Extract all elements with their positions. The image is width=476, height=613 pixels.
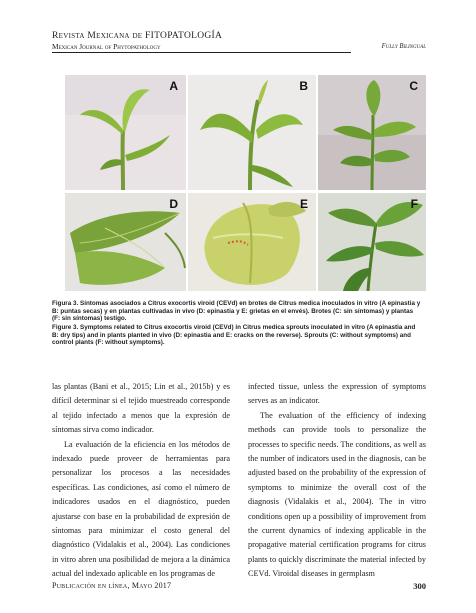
journal-title-es: Revista Mexicana de FITOPATOLOGÍA: [52, 31, 223, 41]
figure-panel-a: [65, 75, 186, 190]
page-number: 300: [413, 581, 426, 591]
panel-a-photo: [65, 75, 186, 190]
paragraph: las plantas (Bani et al., 2015; Lin et al., 2015b) y es difícil determinar si el tejido muestreado corresponde al tejido infectado a menos que la expresión de síntomas sirva como indicador.: [52, 382, 230, 435]
figure-panel-f: [318, 193, 426, 291]
panel-letter: E: [299, 197, 308, 211]
figure-panel-d: [65, 193, 186, 291]
header-rule: [52, 52, 351, 53]
panel-letter: A: [169, 79, 178, 93]
figure-caption-es: Figura 3. Síntomas asociados a Citrus exocortis viroid (CEVd) en brotes de Citrus medica inoculados in vitro (A epinastia y B: puntas secas) y en plantas cultivadas in vivo (D: epinastia y E: grietas en el envés). Brotes (C: sin síntomas) y plantas (F: sin síntomas) testigo.: [52, 300, 421, 322]
figure-panel-c: [318, 75, 426, 190]
journal-title-en: Mexican Journal of Phytopathology: [52, 42, 161, 51]
footer-publication-date: Publicación en línea, Mayo 2017: [52, 581, 172, 590]
panel-letter: F: [410, 197, 418, 211]
panel-b-photo: [188, 75, 316, 190]
paragraph: infected tissue, unless the expression of symptoms serves as an indicator.: [248, 382, 426, 406]
body-column-left: [52, 380, 230, 582]
paragraph: The evaluation of the efficiency of indexing methods can provide tools to personalize the processes to specific needs. The conditions, as well as the number of indicators used in the diagnosis, can be adjusted based on the probability of the expression of symptoms to minimize the overall cost of the diagnosis (Vidalakis et al., 2004). The in vitro conditions open up a possibility of improvement from the current dynamics of indexing applicable in the propagative material certification programs for citrus plants to quickly discriminate the material infected by CEVd. Viroidal diseases in germplasm: [248, 410, 426, 579]
paragraph: La evaluación de la eficiencia en los métodos de indexado puede proveer de herramientas para personalizar los procesos a las necesidades específicas. Las condiciones, así como el número de indicadores usados en el diagnóstico, pueden ajustarse con base en la probabilidad de expresión de síntomas para minimizar el costo general del diagnóstico (Vidalakis et al., 2004). Las condiciones in vitro abren una posibilidad de mejora a la dinámica actual del indexado aplicable en los programas de: [52, 439, 230, 579]
panel-e-photo: [188, 193, 316, 291]
body-column-right: [248, 380, 426, 582]
figure-panel-e: [188, 193, 316, 291]
panel-d-photo: [65, 193, 186, 291]
figure-panel-b: [188, 75, 316, 190]
bilingual-badge: Fully Bilingual: [381, 43, 426, 50]
panel-letter: C: [409, 79, 418, 93]
panel-letter: B: [299, 79, 308, 93]
figure-caption-en: Figure 3. Symptoms related to Citrus exocortis viroid (CEVd) in Citrus medica sprouts inoculated in vitro (A epinastia and B: dry tips) and in plants planted in vivo (D: epinastia and E: cracks on the reverse). Sprouts (C: without symptoms) and control plants (F: without symptoms).: [52, 324, 416, 346]
panel-letter: D: [169, 197, 178, 211]
